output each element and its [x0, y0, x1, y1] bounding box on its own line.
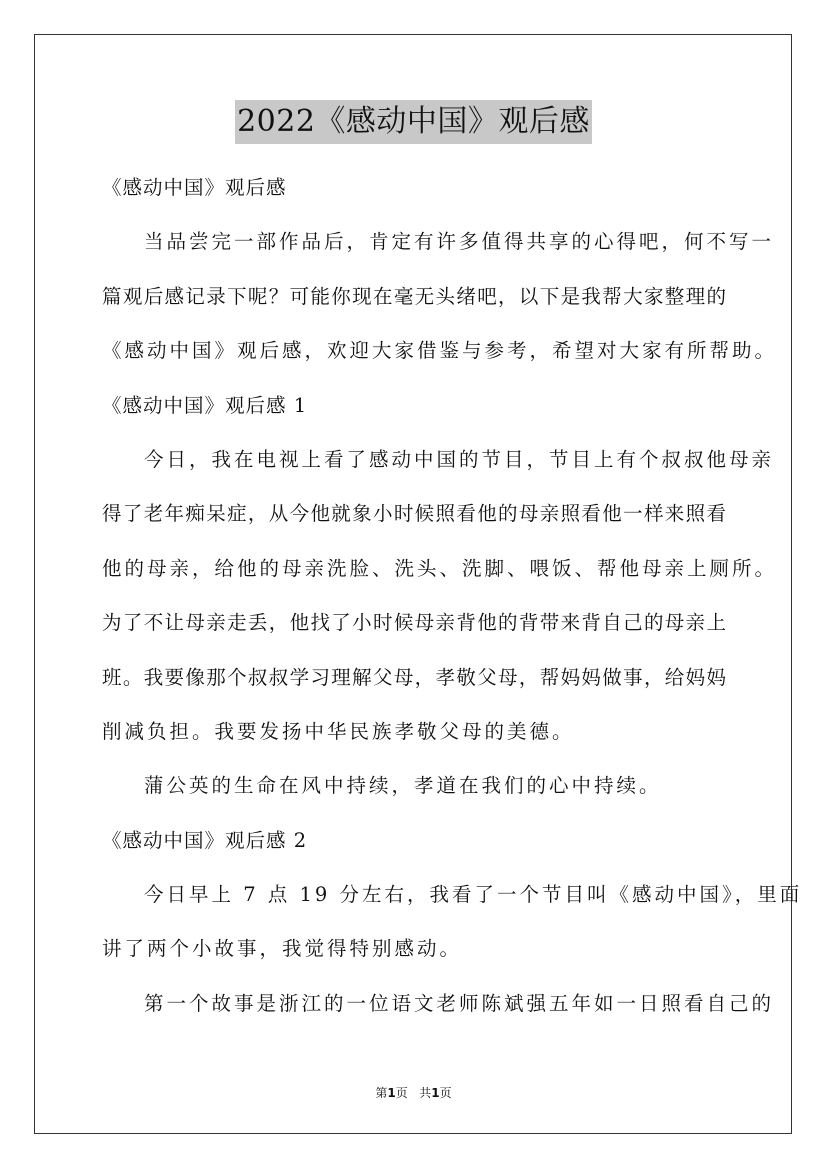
subheading: 《感动中国》观后感 1: [102, 393, 308, 417]
paragraph-line: 今日早上 7 点 19 分左右，我看了一个节目叫《感动中国》，里面: [144, 883, 803, 907]
page-total: 1: [431, 1086, 440, 1100]
paragraph-line: 他的母亲，给他的母亲洗脸、洗头、洗脚、喂饭、帮他母亲上厕所。: [102, 556, 778, 580]
page-mid: 页 共: [395, 1086, 432, 1100]
document-body: [102, 174, 803, 1044]
page-suffix: 页: [439, 1086, 452, 1100]
paragraph-line: 第一个故事是浙江的一位语文老师陈斌强五年如一日照看自己的: [144, 991, 775, 1015]
paragraph-line: 削减负担。我要发扬中华民族孝敬父母的美德。: [102, 719, 575, 743]
paragraph-line: 今日，我在电视上看了感动中国的节目，节目上有个叔叔他母亲: [144, 447, 775, 471]
subheading: 《感动中国》观后感 2: [102, 828, 308, 852]
title-container: [0, 100, 827, 144]
paragraph-line: 蒲公英的生命在风中持续，孝道在我们的心中持续。: [144, 774, 662, 798]
paragraph-line: 《感动中国》观后感，欢迎大家借鉴与参考，希望对大家有所帮助。: [102, 339, 778, 363]
paragraph-line: 当品尝完一部作品后，肯定有许多值得共享的心得吧，何不写一: [144, 230, 775, 254]
page-current: 1: [387, 1086, 396, 1100]
page-footer: [0, 1084, 827, 1101]
paragraph-line: 讲了两个小故事，我觉得特别感动。: [102, 937, 463, 961]
paragraph-line: 得了老年痴呆症，从今他就象小时候照看他的母亲照看他一样来照看: [102, 502, 726, 526]
paragraph-line: 为了不让母亲走丢，他找了小时候母亲背他的背带来背自己的母亲上: [102, 611, 726, 635]
paragraph-line: 班。我要像那个叔叔学习理解父母，孝敬父母，帮妈妈做事，给妈妈: [102, 665, 726, 689]
document-title: 2022《感动中国》观后感: [235, 100, 592, 144]
paragraph-line: 篇观后感记录下呢？可能你现在毫无头绪吧，以下是我帮大家整理的: [102, 284, 726, 308]
subheading: 《感动中国》观后感: [102, 176, 287, 199]
page-prefix: 第: [375, 1086, 388, 1100]
